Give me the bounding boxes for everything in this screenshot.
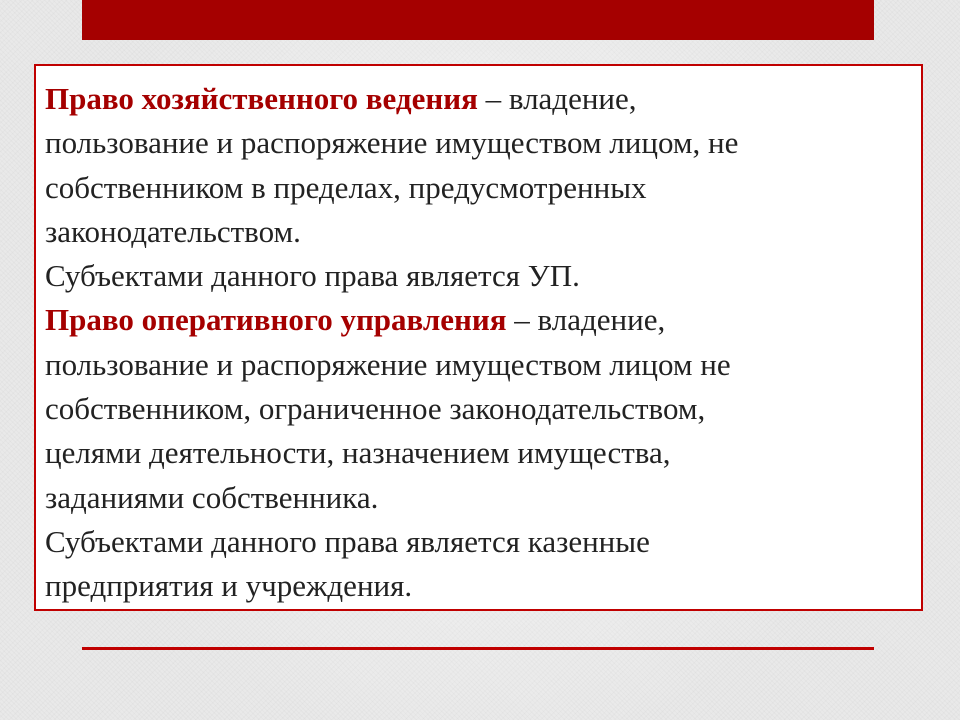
subjects-2-line-2: предприятия и учреждения. <box>45 568 413 604</box>
definition-2-line-5: заданиями собственника. <box>45 479 379 515</box>
definition-2-line-1: – владение, <box>506 302 666 338</box>
definition-1-line-1: – владение, <box>477 81 637 116</box>
subjects-2-line-1: Субъектами данного права является казенные <box>45 523 650 559</box>
definition-economic-management <box>45 77 911 254</box>
subjects-operational-management <box>45 520 911 609</box>
definition-2-line-3: собственником, ограниченное законодательством, <box>45 391 706 427</box>
definition-1-line-3: собственником в пределах, предусмотренных <box>45 169 647 205</box>
bottom-accent-line <box>82 647 874 650</box>
definition-1-line-2: пользование и распоряжение имуществом лицом, не <box>45 125 739 161</box>
term-economic-management: Право хозяйственного ведения <box>45 81 478 116</box>
term-operational-management: Право оперативного управления <box>45 302 507 338</box>
definition-operational-management <box>45 298 911 519</box>
definition-1-line-4: законодательством. <box>45 213 301 249</box>
top-accent-bar <box>82 0 874 40</box>
definition-2-line-2: пользование и распоряжение имуществом лицом не <box>45 346 731 382</box>
definition-2-line-4: целями деятельности, назначением имущества, <box>45 435 671 471</box>
content-box <box>34 64 923 611</box>
subjects-economic-management: Субъектами данного права является УП. <box>45 258 580 294</box>
